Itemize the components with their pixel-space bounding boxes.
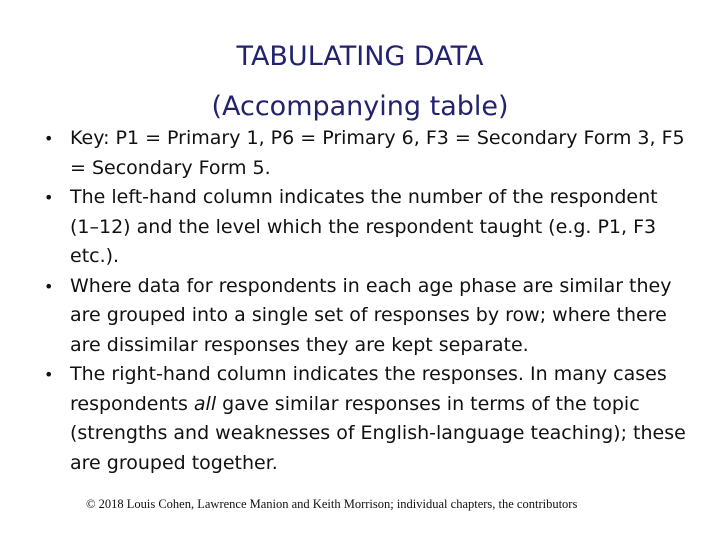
bullet-icon: • bbox=[44, 365, 54, 384]
bullet-text: The left-hand column indicates the number of the respondent (1–12) and the level which the respondent taught (e.g. P1, F3 etc.). bbox=[70, 186, 658, 267]
bullet-item-key bbox=[40, 124, 690, 183]
slide-title bbox=[0, 32, 720, 132]
bullet-icon: • bbox=[44, 276, 54, 296]
bullet-item-grouping bbox=[40, 272, 690, 361]
bullet-text-emphasis: all bbox=[193, 392, 217, 415]
title-line-main: TABULATING DATA bbox=[236, 41, 484, 72]
bullet-text-after: gave similar responses in terms of the topic (strengths and weaknesses of English-language teaching); these are grouped together. bbox=[70, 392, 686, 474]
bullet-text-before: The right-hand column indicates the responses. In many cases respondents bbox=[70, 363, 667, 415]
bullet-text: Key: P1 = Primary 1, P6 = Primary 6, F3 = Secondary Form 3, F5 = Secondary Form 5. bbox=[70, 127, 685, 179]
bullet-item-left-column bbox=[40, 183, 690, 272]
copyright-footer: © 2018 Louis Cohen, Lawrence Manion and Keith Morrison; individual chapters, the contributors bbox=[86, 497, 578, 511]
bullet-icon: • bbox=[44, 188, 54, 207]
title-line-sub: (Accompanying table) bbox=[211, 91, 509, 122]
bullet-text: Where data for respondents in each age phase are similar they are grouped into a single set of responses by row; where there are dissimilar responses they are kept separate. bbox=[70, 274, 672, 356]
bullet-icon: • bbox=[44, 129, 54, 148]
bullet-list bbox=[40, 124, 690, 478]
bullet-item-right-column bbox=[40, 360, 690, 478]
